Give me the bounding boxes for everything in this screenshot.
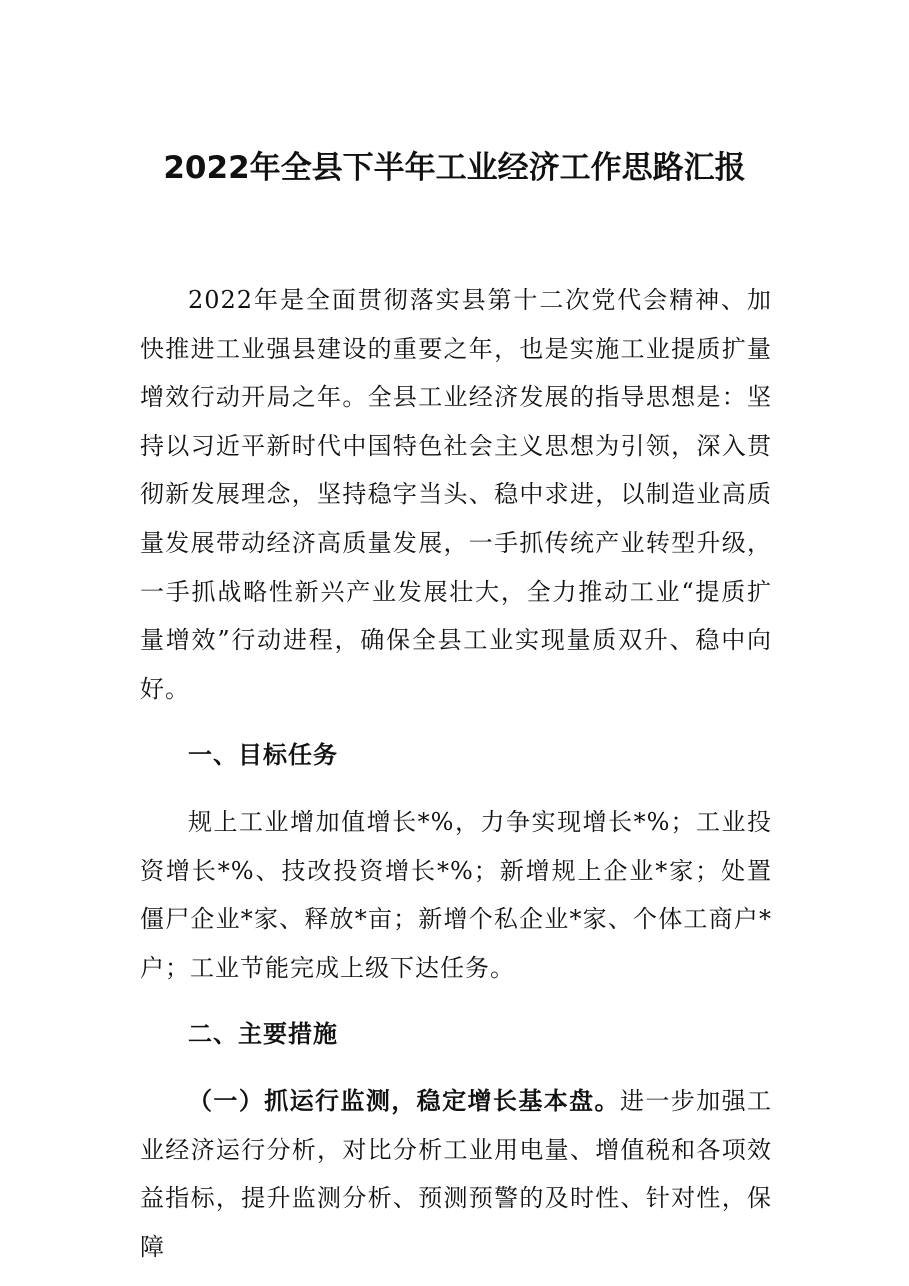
intro-paragraph: 2022年是全面贯彻落实县第十二次党代会精神、加快推进工业强县建设的重要之年，也是实施工业提质扩量增效行动开局之年。全县工业经济发展的指导思想是：坚持以习近平新时代中国特色社会主义思想为引领，深入贯彻新发展理念，坚持稳字当头、稳中求进，以制造业高质量发展带动经济高质量发展，一手抓传统产业转型升级，一手抓战略性新兴产业发展壮大，全力推动工业“提质扩量增效”行动进程，确保全县工业实现量质双升、稳中向好。 xyxy=(140,286,772,703)
targets-paragraph: 规上工业增加值增长*%，力争实现增长*%；工业投资增长*%、技改投资增长*%；新增规上企业*家；处置僵尸企业*家、释放*亩；新增个私企业*家、个体工商户*户；工业节能完成上级下达任务。 xyxy=(140,807,772,982)
document-body xyxy=(140,276,772,1271)
measure-lead: （一）抓运行监测，稳定增长基本盘。 xyxy=(188,1086,620,1115)
measure-paragraph xyxy=(140,1077,772,1271)
document-title: 2022年全县下半年工业经济工作思路汇报 xyxy=(163,150,746,186)
section-heading-measures: 二、主要措施 xyxy=(188,1020,338,1049)
measure-text: 进一步加强工业经济运行分析，对比分析工业用电量、增值税和各项效益指标，提升监测分析、预测预警的及时性、针对性，保障 xyxy=(140,1086,773,1261)
section-heading-targets: 一、目标任务 xyxy=(188,741,338,770)
